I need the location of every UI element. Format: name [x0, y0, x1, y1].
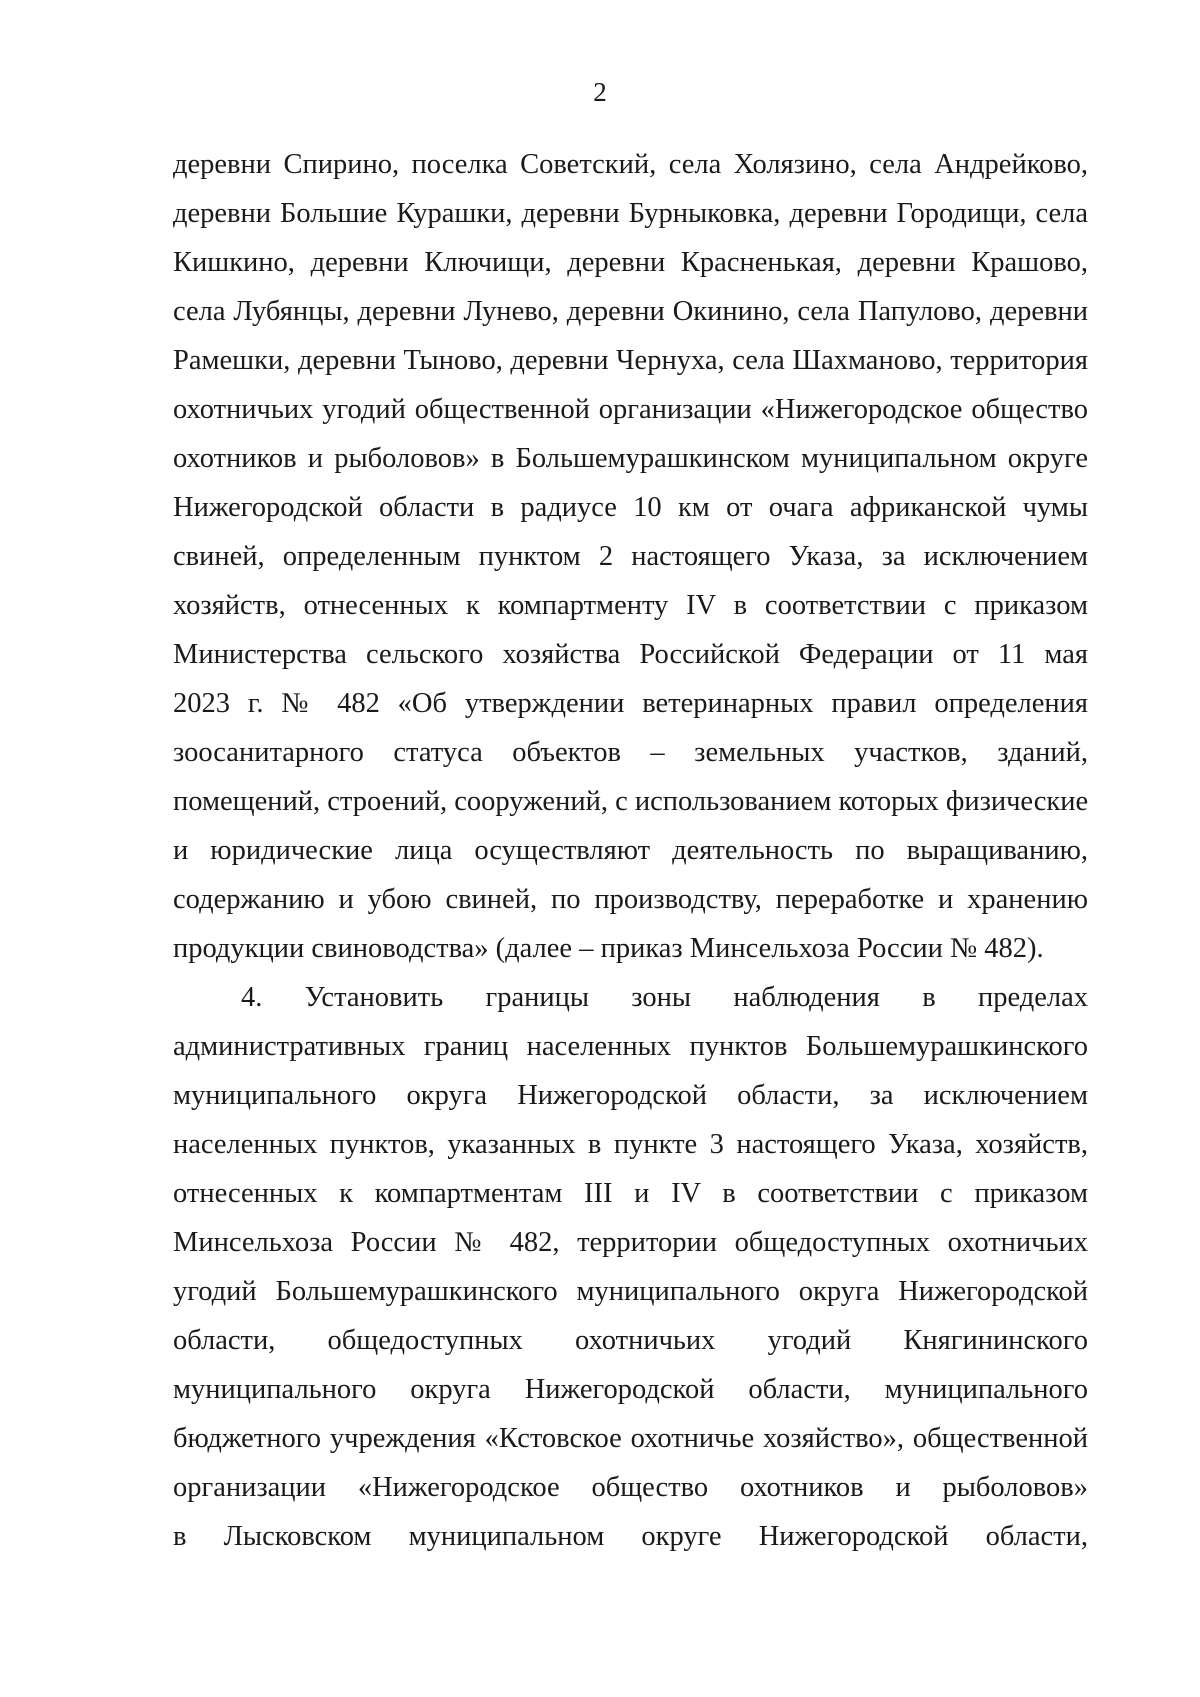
text-line: бюджетного учреждения «Кстовское охотничье хозяйство», общественной	[173, 1423, 1088, 1454]
text-line: зоосанитарного статуса объектов – земельных участков, зданий,	[173, 737, 1088, 768]
text-line: Кишкино, деревни Ключищи, деревни Красненькая, деревни Крашово,	[173, 247, 1088, 278]
text-line: в Лысковском муниципальном округе Нижегородской области,	[173, 1521, 1088, 1552]
text-line: административных границ населенных пунктов Большемурашкинского	[173, 1031, 1088, 1062]
text-line: муниципального округа Нижегородской области, муниципального	[173, 1374, 1088, 1405]
text-line: 2023 г. № 482 «Об утверждении ветеринарных правил определения	[173, 688, 1088, 719]
text-line: деревни Спирино, поселка Советский, села Холязино, села Андрейково,	[173, 149, 1088, 180]
text-line: отнесенных к компартментам III и IV в соответствии с приказом	[173, 1178, 1088, 1209]
text-line: Рамешки, деревни Тыново, деревни Чернуха, села Шахманово, территория	[173, 345, 1088, 376]
text-line: охотников и рыболовов» в Большемурашкинском муниципальном округе	[173, 443, 1088, 474]
text-line: организации «Нижегородское общество охотников и рыболовов»	[173, 1472, 1088, 1503]
page-number: 2	[593, 77, 607, 107]
text-line: содержанию и убою свиней, по производству, переработке и хранению	[173, 884, 1088, 915]
paragraph-start-line: 4. Установить границы зоны наблюдения в пределах	[241, 982, 1088, 1013]
text-line: свиней, определенным пунктом 2 настоящего Указа, за исключением	[173, 541, 1088, 572]
text-line: и юридические лица осуществляют деятельность по выращиванию,	[173, 835, 1088, 866]
text-line: области, общедоступных охотничьих угодий Княгининского	[173, 1325, 1088, 1356]
text-line: угодий Большемурашкинского муниципального округа Нижегородской	[173, 1276, 1088, 1307]
text-line: деревни Большие Курашки, деревни Бурныковка, деревни Городищи, села	[173, 198, 1088, 229]
text-line: Минсельхоза России № 482, территории общедоступных охотничьих	[173, 1227, 1088, 1258]
document-body	[173, 140, 1088, 1561]
text-line: хозяйств, отнесенных к компартменту IV в соответствии с приказом	[173, 590, 1088, 621]
text-line: помещений, строений, сооружений, с использованием которых физические	[173, 786, 1088, 817]
text-line: села Лубянцы, деревни Лунево, деревни Окинино, села Папулово, деревни	[173, 296, 1088, 327]
text-line: охотничьих угодий общественной организации «Нижегородское общество	[173, 394, 1088, 425]
text-line: Министерства сельского хозяйства Российской Федерации от 11 мая	[173, 639, 1088, 670]
text-line: населенных пунктов, указанных в пункте 3 настоящего Указа, хозяйств,	[173, 1129, 1088, 1160]
paragraph-end-line: продукции свиноводства» (далее – приказ Минсельхоза России № 482).	[173, 933, 1044, 964]
text-line: муниципального округа Нижегородской области, за исключением	[173, 1080, 1088, 1111]
text-line: Нижегородской области в радиусе 10 км от очага африканской чумы	[173, 492, 1088, 523]
